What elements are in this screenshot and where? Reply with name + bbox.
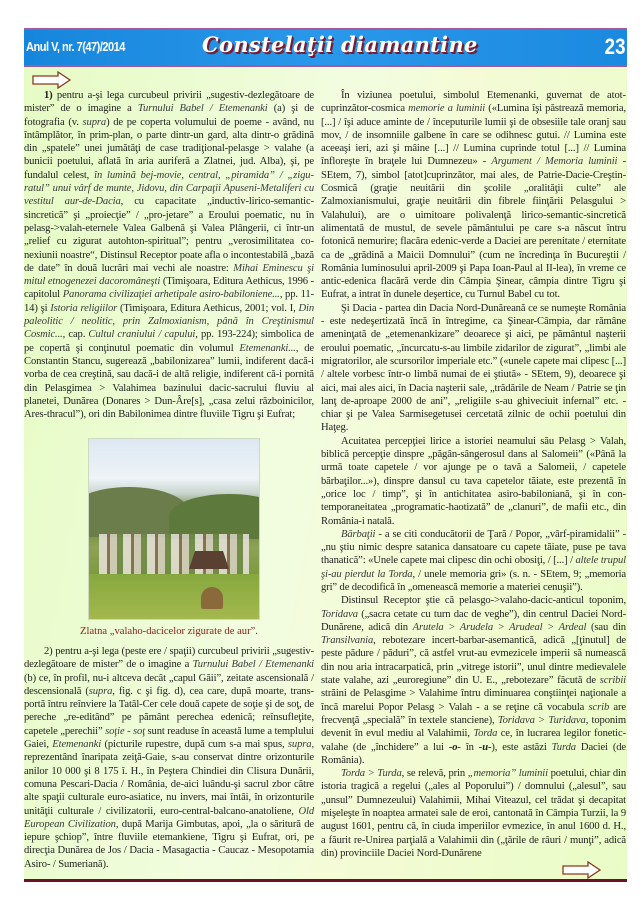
text-run: , cap. (62, 329, 89, 341)
text-run: poetului, chiar din istoria tragică a regelui („ales al Poporului”) / domnului („alesul”, sau „unsul” Dumnezeului) Valahimii, Mihai Viteazul, cel trădat şi decapitat mişeleşte în noaptea armatei sale de eroi, cantonată în Câmpia Turzii, la 9 august 1601, pentru că, în ciuda imperiilor evmezice, în anul 1600 d. H., a făurit re-Unirea parţială a Valahimii din („ţările de râuri / munţi”, adică din) provinciile Daciei Nord-Dunărene (321, 768, 626, 859)
emphasized-text: scrib (588, 701, 610, 713)
left-column (24, 89, 314, 421)
text-run: (Timişoara, Editura Aethicus, 2001; vol. I, (117, 302, 299, 314)
emphasized-text: Istoria religiilor (50, 302, 118, 314)
text-run: , pp. 11-14) şi (24, 289, 314, 314)
emphasized-text: Panorama civilizaţiei arhetipale asiro-babiloniene... (62, 289, 280, 301)
emphasized-text: Din paleolitic / neolitic, prin Zalmoxianism, până în Creştinismul Cosmic... (24, 302, 314, 341)
text-run: , fig. c şi fig. d), cea care, după moarte, transportă întru reînviere la Tatăl-Cer cele două capete de soţie şi de soţ, de pereche „re-editând” pe pământ perechea edenică; reînsufleţite, capetele „perechii” (24, 685, 314, 737)
text-run: sunt readuse în această lume a templului Gaiei, (24, 725, 314, 751)
text-run: , de Constantin Stancu, sugerează „babilonizarea” lumii, indiferent dacă-i vorba de cea creştină, sau dacă-i de altă religie, indiferent că-i pornită din Pelasgimea > Valahimea bazinului dacic-sacrului fluviu al planetei, Dunărea (Donares > Dun-Âre[s], „casa zelui războinicilor, Ares-thracul”), ori din Babilonimea dintre fluviile Tigru şi Eufrat; (24, 342, 314, 421)
photo-roof (189, 551, 229, 569)
emphasized-text: Bărbaţii (341, 528, 376, 540)
left-column-lower (24, 645, 314, 871)
emphasized-text: 1) (44, 90, 53, 101)
text-run: ) de pe coperta volumului de poeme - având, nu întâmplător, în prim-plan, o parte dintr-un gard, alta dintr-o grădină din „spatele” unei jumătăţi de case tradiţional-pelasge > valahe (a bunicii poetului, aflată în aria auriferă a Zlatnei, jud. Alba), şi, pe fundalul celest, (24, 116, 315, 181)
emphasized-text: Torda > Turda (341, 768, 402, 780)
text-run: În viziunea poetului, simbolul Etemenanki, guvernat de atotcuprinzător-cosmica (321, 90, 626, 115)
paragraph (24, 89, 314, 421)
emphasized-text: Turda (551, 741, 576, 753)
photo-haystack (201, 587, 223, 609)
text-run: 2) pentru a-şi lega (peste ere / spaţii) curcubeul privirii „sugestiv-dezlegătoare de mister” de o imagine a (24, 646, 314, 671)
text-run: - SEtem, 7), simbol [atot]cuprinzător, mai ales, de Patrie-Dacie-Creştin-Cosmică (graţie neuitării din şcolile „oralităţii culte” ale Zalmoxianismului, graţie neuitării din fibrele fiinţării Pelasgului > Valahului), are o uimitoare polivalenţă lirico-semantic-sincretică alimentată de mustul, de sevele pământului pe care s-a născut întru fotonică nemurire; flacăra edenic-verde a Daciei are perenitate / eternitate ca de „grădină a Maicii Domnului” (cum ne încredinţa în Bucureştii / România luminosului april-2009 şi Papa Ioan-Paul al II-lea), în vreme ce antic-edenica flacără verde din Câmpia Şinear, câmpia dintre Tigru şi Eufrat, a intrat în dunele deşertice, cu Turnul Babel cu tot. (321, 156, 627, 301)
paragraph (24, 645, 314, 871)
photo-zlatna (88, 438, 260, 620)
emphasized-text: -u- (478, 741, 492, 753)
emphasized-text: Turnului Babel / Etemenanki (192, 659, 314, 671)
right-arrow-icon (562, 861, 602, 879)
emphasized-text: Mihai Eminescu şi mitul etnogenezei dacoromâneşti (24, 262, 314, 288)
right-column (321, 89, 626, 860)
text-run: , se relevă, prin (401, 768, 468, 780)
emphasized-text: Etemenanki (52, 739, 102, 751)
emphasized-text: memorie a luminii (408, 103, 486, 115)
emphasized-text: scribii (599, 675, 626, 687)
emphasized-text: Turnului Babel / Etemenanki (137, 103, 268, 115)
text-run: , rebotezare incert-barbar-asemantică, adică „[ţinutul] de peste pădure / păduri”, că astfel vrut-au evmezicele imperii să numească din nou aria intracarpatică, prin „vitrege istorii”, unul dintre medievalele state valahe, azi „euroregiune” din U. E., „rebotezare” făcută de (321, 635, 626, 687)
text-run: , toponim devenit în evul mediu al Valahimii, (321, 714, 626, 740)
emphasized-text: „memoria” luminii (467, 768, 548, 780)
emphasized-text: soţie - soţ (105, 725, 146, 737)
text-run: („sacra cetate cu turn dac de veghe”), din centrul Daciei Nord-Dunărene, adică din (321, 608, 626, 633)
left-column-text (24, 89, 314, 421)
magazine-title: Constelaţii diamantine (202, 32, 478, 57)
text-run: pentru a-şi lega curcubeul privirii „sugestiv-dezlegătoare de mister” de o imagine a (24, 90, 314, 115)
page-number: 23 (604, 34, 625, 59)
emphasized-text: Cultul craniului / capului (88, 329, 196, 341)
text-run: (sau din (586, 621, 626, 633)
emphasized-text: Arutela > Arudela > Arudeal > Ardeal (412, 621, 587, 633)
emphasized-text: Toridava > Turidava (497, 714, 586, 726)
emphasized-text: supra, (287, 739, 314, 751)
text-run: ce, în lucrarea legilor fonetic-valahe (de „închidere” a lui (321, 728, 626, 753)
text-run: (a) şi de fotografia (v. (24, 103, 314, 128)
paragraph (321, 89, 626, 302)
emphasized-text: altele trupul şi-au pierdut la Torda (321, 555, 626, 580)
paragraph (321, 594, 626, 767)
text-run: are frecvenţă „specială” în textele stanciene), (321, 701, 626, 726)
text-run: Distinsul Receptor ştie că pelasgo->valaho-dacic-anticul toponim, (341, 595, 626, 607)
emphasized-text: Torda (473, 728, 498, 740)
left-column-lower-text (24, 645, 314, 871)
emphasized-text: Etemenanki... (239, 342, 296, 354)
text-run: Daciei (de România). (321, 741, 626, 766)
text-run: (b) ce, în profil, nu-i altceva decât „capul Găii”, zeitate ascensională / descensională ( (24, 672, 314, 697)
emphasized-text: Argument / Memoria luminii (491, 156, 618, 168)
emphasized-text: Old European Civilization (24, 805, 314, 830)
paragraph (321, 528, 626, 594)
text-run: , cu capacitate „inductiv-lirico-semantic-sincretică” şi „proiecţie” / „pro-jetare” a Eroului poematic, nu în pelasg->valah-eternele Valea Galbenă şi Valea Plângerii, ci într-un „relief cu zigurat autohton-spiritual”; pentru „verosimilitatea conexiunii noastre“, Distinsul Receptor poate afla o incontestabilă „bază de date” în două lucrări mai vechi ale noastre: (24, 196, 314, 274)
emphasized-text: supra (82, 116, 107, 128)
emphasized-text: Transilvania (321, 635, 374, 647)
text-run: străini de Pelasgime > Valahime întru diminuarea conştiinţei naţionale a încă marelui Popor Pelasg > Valah - a se reţine că vocabula (321, 688, 626, 713)
paragraph (321, 302, 626, 435)
text-run: - a se citi conducătorii de Ţară / Popor, „vârf-piramidalii” - „nu ştiu nimic despre satanica dansatoare cu capete tăiate, puse pe tava thanatică”: «Unele capete mai clipesc din ochi obosiţi, / [...] / (321, 528, 626, 567)
photo-caption: Zlatna „valaho-dacicelor zigurate de aur”. (80, 626, 258, 637)
emphasized-text: supra (88, 685, 113, 697)
right-arrow-icon (32, 71, 72, 89)
text-run: Acuitatea percepţiei lirice a istoriei neamului său Pelasg > Valah, biblică percepţie dinspre „păgân-sângerosul dans al Salomeii” («Până la urmă toate capetele / vor ajunge pe o tavă a Salomeii, / capetele bărbaţilor...»), dinspre dansul cu tava capetelor tăiate, este prezentă în „orice loc / timp”, şi în antichitatea asiro-babiloniană, şi în contemporaneitatea „programatic-haotizată” de „clanuri”, de mafii etc., din România-i natală. (321, 435, 626, 527)
issue-number: Anul V, nr. 7(47)/2014 (26, 39, 125, 54)
text-run: în (460, 741, 479, 753)
text-run: , pp. 193-224); simbolica de pe copertă şi conţinutul poematic din volumul (24, 329, 314, 354)
right-column-text (321, 89, 626, 860)
text-run: , după Marija Gimbutas, apoi, „la o săritură de iepure şchiop”, între fluviile etemankiene, Tigru şi Eufrat, ori, pe direcţia Dunărea de Jos / Dacia - Masagactia - Caucaz - Mesopotamia Asiro- / Sumeriană). (24, 818, 314, 870)
paragraph (321, 435, 626, 528)
page-header (24, 28, 627, 67)
emphasized-text: -o- (448, 741, 461, 753)
emphasized-text: în lumină bej-movie, central, „piramida” / „ziguratul” unui vârf de munte, Jidovu, din Carpaţii Apuseni-Metaliferi cu vestitul aur-de-Dacia (24, 169, 315, 208)
text-run: (picturile rupestre, după cum s-a mai spus, (101, 739, 288, 751)
bottom-rule (24, 879, 627, 882)
emphasized-text: Toridava (321, 608, 358, 620)
text-run: (Timişoara, Editura Aethicus, 1996 - capitolul (24, 276, 314, 301)
text-run: ), este astăzi (491, 741, 552, 753)
paragraph (321, 767, 626, 860)
text-run: reprezentând înaripata zeiţă-Gaie, s-au conservat dintre orizonturile anilor 10 000 şi 8 175 î. H., în Peştera Chindiei din Clisura Dunării, comuna Pescari-Dacia / România, de-aici luându-şi sacrul zbor către alte spaţii culturale euro-asiatice, nu invers, mai întâi, în orizonturile unităţii culturale / civilizatorii, euro-central-balcano-anatoliene, (24, 752, 314, 817)
photo-field (89, 574, 259, 619)
text-run: , / unele memoria gri» (s. n. - SEtem, 9; „memoria gri” de decodifică în „omenească memorie a materiei cenuşii”). (321, 568, 627, 593)
text-run: Şi Dacia - partea din Dacia Nord-Dunăreană ce se numeşte România - este nedeşertizată încă în întregime, ca Şinear-Câmpia, dar rămâne ameninţată de „etemenankizare” deoarece şi aici, pe pământul naşterii eroului poematic, „încurcatu-s-au limbile zidarilor de zigurat”, „limbi ale migratorilor, ale scursorilor imperiale etc.” («unele capete mai clipesc [...] / altele vorbesc într-o limbă numai de ei ştiută» - SEtem, 9), deoarece şi aici, mai ales aici, în Dacia naşterii sale, „trădările de Neam / Patrie se ţin lanţ de-aproape 2000 de ani”, „religiile s-au ghiveciuit infernal” etc. - chiar şi pe Valea Sarmisegetusei cercetată zilnic de ochii poetului din Haţeg. (321, 302, 626, 434)
text-run: («Lumina îşi păstrează memoria, [...] / îşi aduce aminte de / începuturile lumii şi de obsesiile tale oranj sau mov, / de insomniile galbene în care se odihnesc gutui. // Lumina este aceeaşi ieri, azi şi mâine [...] // Lumina cuprinde totul [...] // Lumina înfloreşte în braţele lui Dumnezeu» - (321, 103, 626, 168)
